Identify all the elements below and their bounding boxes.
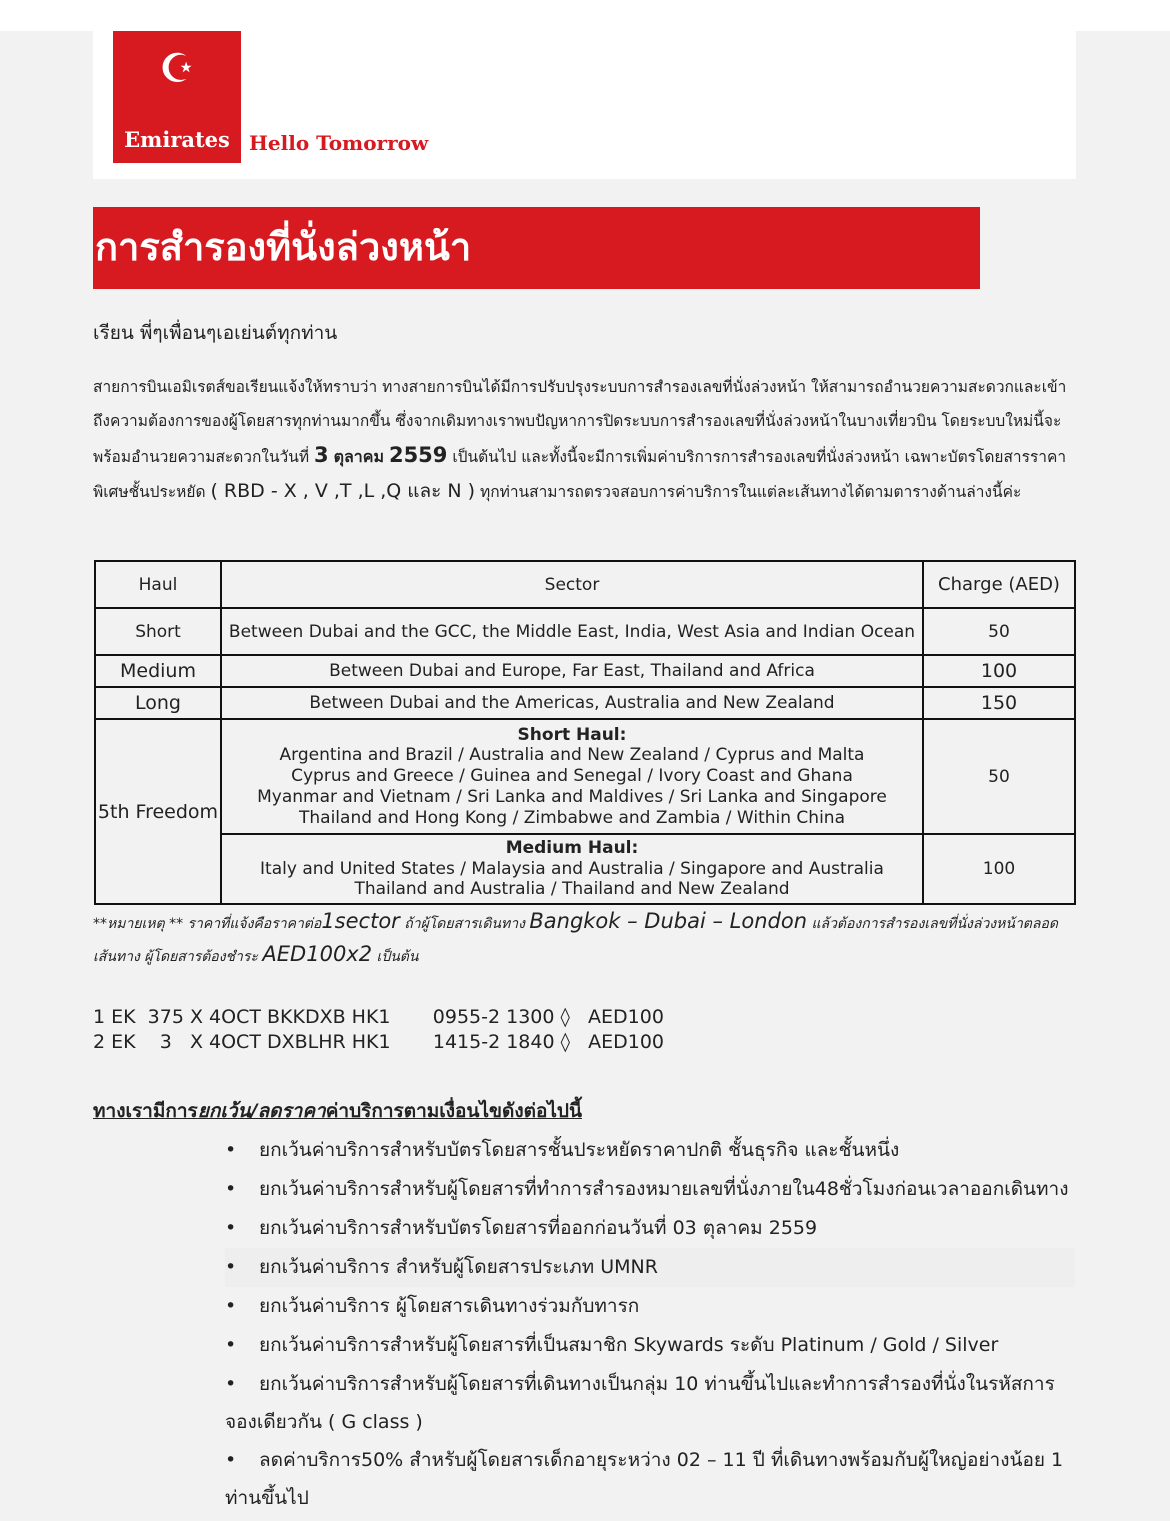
list-item bbox=[225, 1365, 1075, 1441]
note-amount: AED100x2 bbox=[262, 942, 373, 966]
waiver-text: ยกเว้นค่าบริการสำหรับผู้โดยสารที่เป็นสมาชิก Skywards ระดับ Platinum / Gold / Silver bbox=[259, 1334, 999, 1356]
short-haul-line: Thailand and Hong Kong / Zimbabwe and Zambia / Within China bbox=[299, 807, 845, 828]
medium-haul-line: Italy and United States / Malaysia and Australia / Singapore and Australia bbox=[260, 858, 884, 879]
waiver-heading bbox=[93, 1096, 582, 1126]
emirates-logo bbox=[113, 31, 241, 163]
tagline: Hello Tomorrow bbox=[249, 131, 429, 155]
bullet-icon: • bbox=[225, 1217, 237, 1239]
note-route: Bangkok – Dubai – London bbox=[529, 909, 808, 933]
note-prefix: **หมายเหตุ ** ราคาที่แจ้งคือราคาต่อ bbox=[93, 916, 322, 932]
fifth-freedom-medium-haul bbox=[221, 834, 923, 904]
bullet-icon: • bbox=[225, 1178, 237, 1200]
intro-paragraph bbox=[93, 370, 1078, 509]
waiver-text: ยกเว้นค่าบริการสำหรับผู้โดยสารที่ทำการสำรองหมายเลขที่นั่งภายใน48ชั่วโมงก่อนเวลาออกเดินทาง bbox=[259, 1178, 1069, 1200]
intro-date-day: 3 bbox=[314, 443, 329, 467]
logo-wordmark: Emirates bbox=[124, 127, 230, 152]
waiver-title-b: ยกเว้น/ลดราคา bbox=[197, 1100, 326, 1122]
table-row bbox=[95, 719, 1075, 834]
fifth-freedom-short-haul bbox=[221, 719, 923, 834]
pnr-line: 2 EK 3 X 4OCT DXBLHR HK1 1415-2 1840 ◊ AED100 bbox=[93, 1031, 665, 1053]
short-haul-title: Short Haul: bbox=[517, 724, 627, 745]
emirates-emblem-icon: ☪ bbox=[159, 46, 195, 92]
header-sector: Sector bbox=[221, 561, 923, 608]
list-item bbox=[225, 1170, 1075, 1209]
seat-fee-table bbox=[94, 560, 1076, 905]
waiver-list bbox=[225, 1131, 1075, 1517]
title-banner bbox=[93, 207, 980, 289]
medium-haul-title: Medium Haul: bbox=[505, 837, 639, 858]
waiver-title-c: ค่าบริการตามเงื่อนไขดังต่อไปนี้ bbox=[325, 1100, 582, 1122]
bullet-icon: • bbox=[225, 1373, 237, 1395]
waiver-title-a: ทางเรามีการ bbox=[93, 1100, 198, 1122]
short-haul-line: Argentina and Brazil / Australia and New Zealand / Cyprus and Malta bbox=[279, 745, 865, 766]
haul-cell: Long bbox=[95, 687, 221, 719]
sector-cell: Between Dubai and Europe, Far East, Thailand and Africa bbox=[221, 655, 923, 687]
waiver-text: ยกเว้นค่าบริการสำหรับบัตรโดยสารที่ออกก่อนวันที่ 03 ตุลาคม 2559 bbox=[259, 1217, 818, 1239]
haul-cell: Medium bbox=[95, 655, 221, 687]
list-item bbox=[225, 1209, 1075, 1248]
header-haul: Haul bbox=[95, 561, 221, 608]
note-suffix: เป็นต้น bbox=[372, 949, 419, 965]
medium-haul-line: Thailand and Australia / Thailand and New Zealand bbox=[354, 879, 790, 900]
intro-date-year: 2559 bbox=[388, 443, 448, 467]
header-charge: Charge (AED) bbox=[923, 561, 1075, 608]
haul-cell-fifth-freedom: 5th Freedom bbox=[95, 719, 221, 904]
pnr-line: 1 EK 375 X 4OCT BKKDXB HK1 0955-2 1300 ◊ AED100 bbox=[93, 1006, 664, 1028]
list-item bbox=[225, 1248, 1075, 1287]
charge-cell: 50 bbox=[923, 719, 1075, 834]
bullet-icon: • bbox=[225, 1295, 237, 1317]
table-header-row bbox=[95, 561, 1075, 608]
short-haul-line: Myanmar and Vietnam / Sri Lanka and Maldives / Sri Lanka and Singapore bbox=[257, 786, 887, 807]
table-row bbox=[95, 608, 1075, 655]
waiver-text: ยกเว้นค่าบริการสำหรับผู้โดยสารที่เดินทางเป็นกลุ่ม 10 ท่านขึ้นไปและทำการสำรองที่นั่งในรหัสการจองเดียวกัน ( G class ) bbox=[225, 1373, 1055, 1433]
table-row bbox=[95, 834, 1075, 904]
table-row bbox=[95, 687, 1075, 719]
waiver-text: ยกเว้นค่าบริการ สำหรับผู้โดยสารประเภท UMNR bbox=[259, 1256, 658, 1278]
haul-cell: Short bbox=[95, 608, 221, 655]
waiver-text: ยกเว้นค่าบริการ ผู้โดยสารเดินทางร่วมกับทารก bbox=[259, 1295, 640, 1317]
charge-cell: 50 bbox=[923, 608, 1075, 655]
waiver-text: ลดค่าบริการ50% สำหรับผู้โดยสารเด็กอายุระหว่าง 02 – 11 ปี ที่เดินทางพร้อมกับผู้ใหญ่อย่างน้อย 1 ท่านขึ้นไป bbox=[225, 1449, 1064, 1509]
email-header bbox=[93, 31, 1076, 179]
bullet-icon: • bbox=[225, 1334, 237, 1356]
greeting: เรียน พี่ๆเพื่อนๆเอเย่นต์ทุกท่าน bbox=[93, 322, 338, 344]
note-sector: 1sector bbox=[321, 909, 400, 933]
table-row bbox=[95, 655, 1075, 687]
intro-text-1: สายการบินเอมิเรตส์ขอเรียนแจ้งให้ทราบว่า ทางสายการบินได้มีการปรับปรุงระบบการสำรองเลขที่นั่งล่วงหน้า ให้สามารถอำนวยความสะดวกและเข้าถึงความต้องการของผู้โดยสารทุกท่านมากขึ้น ซึ่งจากเดิมทางเราพบปัญหาการปิดระบบการสำรองเลขที่นั่งล่วงหน้าในบางเที่ยวบิน โดยระบบใหม่นี้จะพร้อมอำนวยความสะดวกในวันที่ bbox=[93, 378, 1067, 466]
intro-rbd: ( RBD - X , V ,T ,L ,Q และ N ) bbox=[210, 480, 476, 502]
bullet-icon: • bbox=[225, 1449, 237, 1471]
top-strip bbox=[0, 0, 1170, 31]
charge-cell: 100 bbox=[923, 655, 1075, 687]
bullet-icon: • bbox=[225, 1139, 237, 1161]
sector-cell: Between Dubai and the GCC, the Middle East, India, West Asia and Indian Ocean bbox=[221, 608, 923, 655]
list-item bbox=[225, 1441, 1075, 1517]
intro-text-2: เป็นต้นไป และทั้งนี้จะมีการเพิ่มค่าบริการการสำรองเลขที่นั่งล่วงหน้า เฉพาะบัตรโดยสารราคาพิเศษชั้นประหยัด bbox=[93, 448, 1067, 501]
page-title: การสำรองที่นั่งล่วงหน้า bbox=[95, 225, 472, 269]
intro-date-month: ตุลาคม bbox=[333, 447, 385, 466]
list-item bbox=[225, 1326, 1075, 1365]
short-haul-line: Cyprus and Greece / Guinea and Senegal / Ivory Coast and Ghana bbox=[291, 766, 853, 787]
note-mid2: แล้วต้องการสำรองเลขที่นั่งล่วงหน้าตลอดเส้นทาง ผู้โดยสารต้องชำระ bbox=[93, 916, 1058, 965]
charge-cell: 100 bbox=[923, 834, 1075, 904]
note-mid: ถ้าผู้โดยสารเดินทาง bbox=[399, 916, 530, 932]
sector-cell: Between Dubai and the Americas, Australia and New Zealand bbox=[221, 687, 923, 719]
list-item bbox=[225, 1287, 1075, 1326]
bullet-icon: • bbox=[225, 1256, 237, 1278]
list-item bbox=[225, 1131, 1075, 1170]
fee-note bbox=[93, 906, 1078, 972]
waiver-text: ยกเว้นค่าบริการสำหรับบัตรโดยสารชั้นประหยัดราคาปกติ ชั้นธุรกิจ และชั้นหนึ่ง bbox=[259, 1139, 900, 1161]
charge-cell: 150 bbox=[923, 687, 1075, 719]
pnr-example bbox=[93, 1005, 664, 1055]
intro-text-3: ทุกท่านสามารถตรวจสอบการค่าบริการในแต่ละเส้นทางได้ตามตารางด้านล่างนี้ค่ะ bbox=[475, 483, 1022, 501]
